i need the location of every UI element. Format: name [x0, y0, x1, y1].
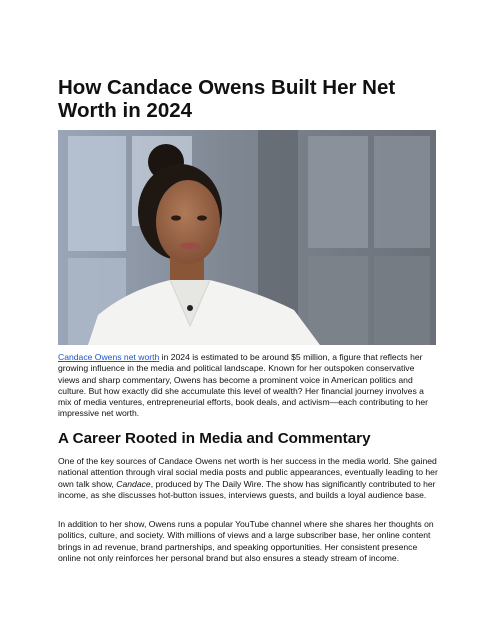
paragraph-text-before: One of the key sources of Candace Owens net worth is her success in the media world. She gained national attention through viral social media posts and public appearances, eventually leading to her own talk show,	[58, 456, 438, 489]
section-paragraph-1	[58, 456, 438, 501]
net-worth-link[interactable]: Candace Owens net worth	[58, 352, 160, 362]
section-paragraph-2: In addition to her show, Owens runs a popular YouTube channel where she shares her thoughts on politics, culture, and society. With millions of views and a large subscriber base, her online content brings in ad revenue, brand partnerships, and speaking opportunities. Her consistent presence online not only reinforces her personal brand but also ensures a steady stream of income.	[58, 519, 434, 563]
hero-image	[58, 130, 436, 345]
article-title: How Candace Owens Built Her Net Worth in 2024	[58, 76, 396, 122]
section-heading: A Career Rooted in Media and Commentary	[58, 430, 371, 447]
intro-text: in 2024 is estimated to be around $5 million, a figure that reflects her growing influence in the media and political landscape. Known for her outspoken conservative views and sharp commentary, Owens has become a prominent voice in American politics and culture. But how exactly did she accumulate this level of wealth? Her financial journey involves a mix of media ventures, entrepreneurial efforts, book deals, and activism—each contributing to her impressive net worth.	[58, 352, 429, 419]
intro-paragraph	[58, 352, 438, 420]
person-photo-icon	[58, 130, 436, 345]
show-title: Candace	[116, 478, 151, 489]
paragraph-text-after: , produced by The Daily Wire. The show has significantly contributed to her income, as she discusses hot-button issues, interviews guests, and builds a loyal audience base.	[58, 478, 436, 500]
